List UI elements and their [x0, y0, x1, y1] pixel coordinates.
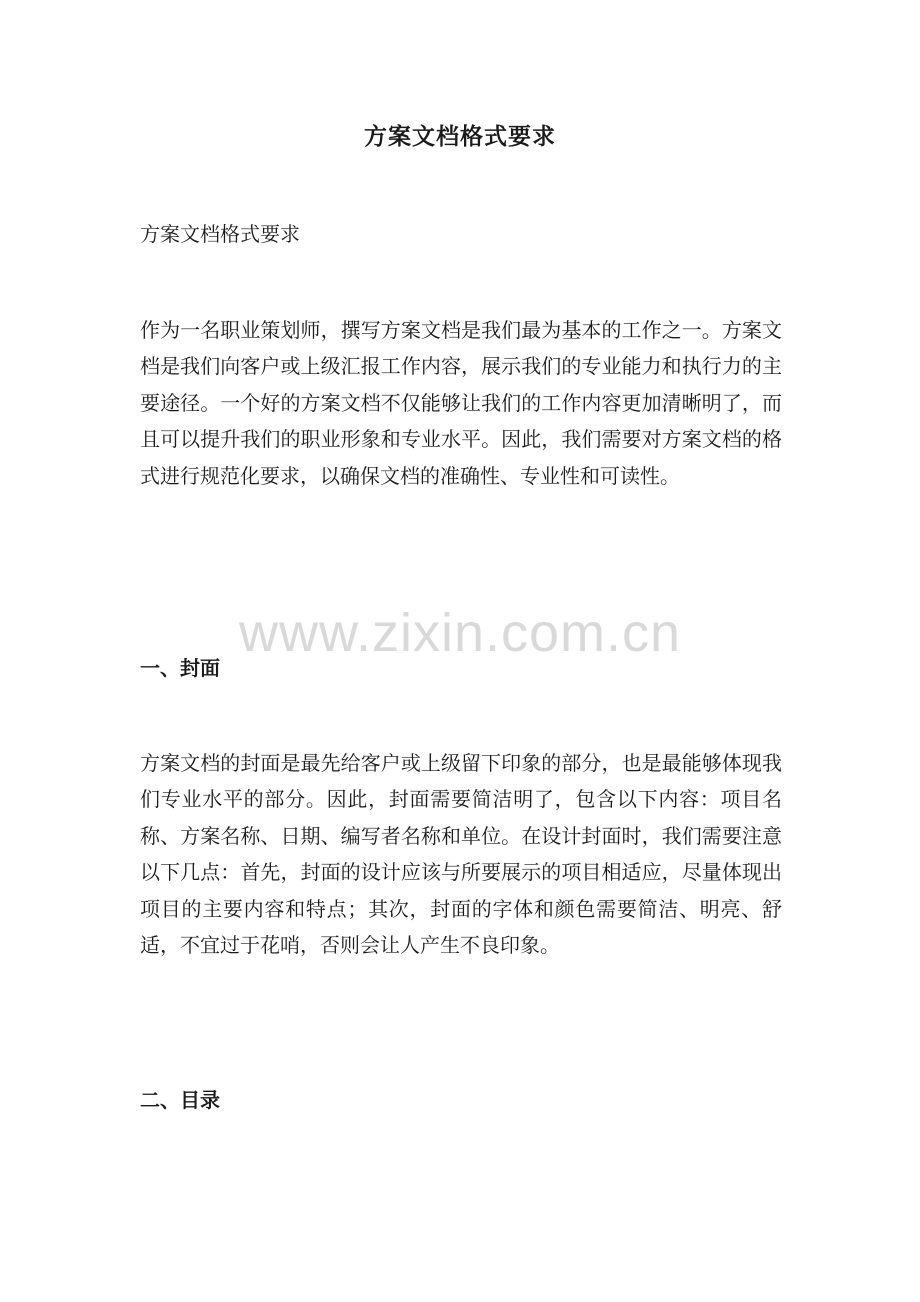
section-heading-toc: 二、目录: [140, 1088, 220, 1112]
section-heading-cover: 一、封面: [140, 656, 220, 680]
document-title: 方案文档格式要求: [364, 123, 556, 150]
intro-paragraph: 作为一名职业策划师，撰写方案文档是我们最为基本的工作之一。方案文档是我们向客户或上级汇报工作内容，展示我们的专业能力和执行力的主要途径。一个好的方案文档不仅能够让我们的工作内容更加清晰明了，而且可以提升我们的职业形象和专业水平。因此，我们需要对方案文档的格式进行规范化要求，以确保文档的准确性、专业性和可读性。: [140, 318, 782, 488]
section-paragraph-cover: 方案文档的封面是最先给客户或上级留下印象的部分，也是最能够体现我们专业水平的部分。因此，封面需要简洁明了，包含以下内容：项目名称、方案名称、日期、编写者名称和单位。在设计封面时，我们需要注意以下几点：首先，封面的设计应该与所要展示的项目相适应，尽量体现出项目的主要内容和特点；其次，封面的字体和颜色需要简洁、明亮、舒适，不宜过于花哨，否则会让人产生不良印象。: [140, 751, 782, 958]
watermark: www.zixin.com.cn: [238, 603, 682, 663]
document-subtitle: 方案文档格式要求: [140, 222, 300, 246]
